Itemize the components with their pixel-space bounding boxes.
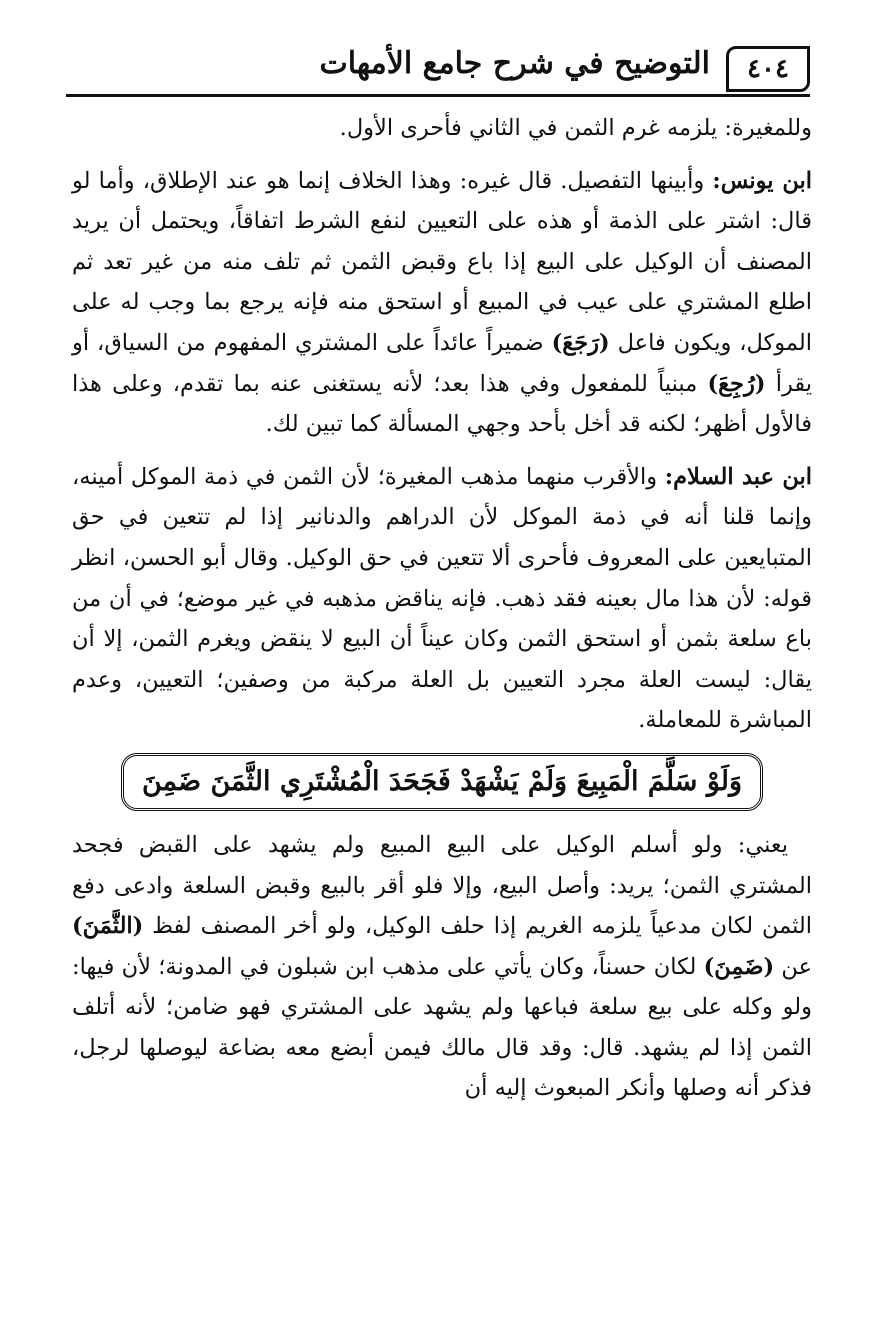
matn-container <box>72 753 812 811</box>
speaker-ibn-yunus: ابن يونس: <box>712 167 812 194</box>
page-header <box>66 40 810 96</box>
paragraph-mughira: وللمغيرة: يلزمه غرم الثمن في الثاني فأحرى الأول. <box>339 115 812 141</box>
keyword-damin: (ضَمِنَ) <box>703 953 775 980</box>
paragraph-commentary <box>72 825 812 1109</box>
paragraph-text: عن <box>774 953 812 980</box>
header-rule <box>66 94 810 97</box>
keyword-raja: (رَجَعَ) <box>551 329 610 356</box>
paragraph-text: ضميراً عائداً على المشتري المفهوم من السياق، أو يقرأ <box>72 329 813 397</box>
speaker-ibn-abd-al-salam: ابن عبد السلام: <box>664 463 812 490</box>
paragraph-text: لكان حسناً، وكان يأتي على مذهب ابن شبلون في المدونة؛ لأن فيها: ولو وكله على بيع سلعة فباعها ولم يشهد على المشتري فهو ضامن؛ لأنه أتلف الثمن إذا لم يشهد. قال: وقد قال مالك فيمن أبضع معه بضاعة ليوصلها لرجل، فذكر أنه وصلها وأنكر المبعوث إليه أن <box>72 953 812 1102</box>
keyword-ruji: (رُجِعَ) <box>707 370 766 397</box>
paragraph-text: والأقرب منهما مذهب المغيرة؛ لأن الثمن في ذمة الموكل أمينه، وإنما قلنا أنه في ذمة الموكل لأن الدراهم والدنانير إذا لم تتعين في حق المتبايعين على المعروف فأحرى ألا تتعين في حق الوكيل. وقال أبو الحسن، انظر قوله: لأن هذا مال بعينه فقد ذهب. فإنه يناقض مذهبه في غير موضع؛ في أن من باع سلعة بثمن أو استحق الثمن وكان عيناً أن البيع لا ينقض ويغرم الثمن، إلا أن يقال: ليست العلة مجرد التعيين بل العلة مركبة من وصفين؛ التعيين، وعدم المباشرة للمعاملة. <box>72 463 812 734</box>
keyword-thaman: (الثَّمَنَ) <box>72 913 144 940</box>
paragraph-ibn-yunus <box>72 161 812 445</box>
page-body <box>72 108 812 1109</box>
paragraph-text: مبنياً للمفعول وفي هذا بعد؛ لأنه يستغنى عنه بما تقدم، وعلى هذا فالأول أظهر؛ لكنه قد أخل بأحد وجهي المسألة كما تبين لك. <box>72 370 812 438</box>
page-number: ٤٠٤ <box>726 46 810 92</box>
running-title: التوضيح في شرح جامع الأمهات <box>319 46 710 81</box>
paragraph-text: يعني: ولو أسلم الوكيل على البيع المبيع ولم يشهد على القبض فجحد المشتري الثمن؛ يريد: وأصل البيع، وإلا فلو أقر بالبيع وقبض السلعة وادعى دفع الثمن لكان مدعياً يلزمه الغريم إذا حلف الوكيل، ولو أخر المصنف لفظ <box>72 831 812 940</box>
paragraph-ibn-abd-al-salam <box>72 457 812 741</box>
matn-text: وَلَوْ سَلَّمَ الْمَبِيعَ وَلَمْ يَشْهَدْ فَجَحَدَ الْمُشْتَرِي الثَّمَنَ ضَمِنَ <box>121 753 763 811</box>
paragraph-text: وأبينها التفصيل. قال غيره: وهذا الخلاف إنما هو عند الإطلاق، وأما لو قال: اشتر على الذمة أو هذه على التعيين لنفع الشرط اتفاقاً، ويحتمل أن يريد المصنف أن الوكيل على البيع إذا باع وقبض الثمن ثم تلف منه من غير تعد ثم اطلع المشتري على عيب في المبيع أو استحق منه فإنه يرجع بما وجب له على الموكل، ويكون فاعل <box>72 167 813 356</box>
